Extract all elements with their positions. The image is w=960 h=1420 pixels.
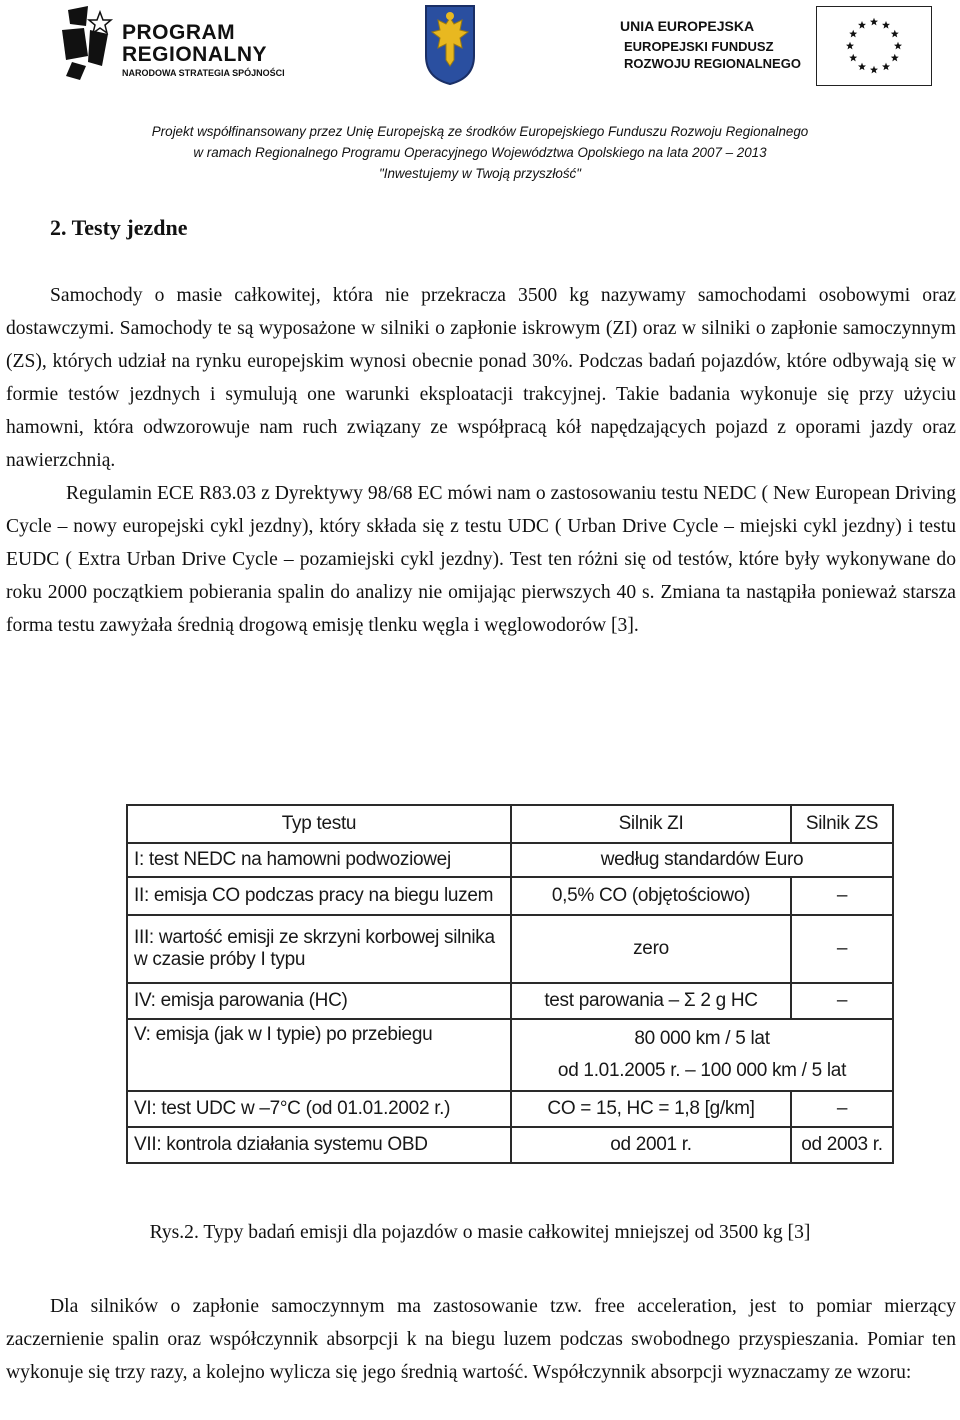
project-line-2: w ramach Regionalnego Programu Operacyjnego Województwa Opolskiego na lata 2007 – 2013 bbox=[193, 145, 767, 160]
eu-star-icon bbox=[849, 30, 857, 38]
paragraph-1: Samochody o masie całkowitej, która nie przekracza 3500 kg nazywamy samochodami osobowymi oraz dostawczymi. Samochody te są wyposażone w silniki o zapłonie iskrowym (ZI) oraz w silniki o zapłonie samoczynnym (ZS), których udział na rynku europejskim wynosi obecnie ponad 30%. Podczas badań pojazdów, które odbywają się w formie testów jezdnych i symulują one warunki eksploatacji trakcyjnej. Takie badania wykonuje się przy użyciu hamowni, która odwzorowuje nam ruch związany ze współpracą kół napędzających pojazd z oporami jazdy oraz nawierzchnią. bbox=[6, 285, 956, 471]
row-zs: od 2003 r. bbox=[791, 1127, 893, 1163]
eu-logo bbox=[620, 8, 940, 84]
eu-flag-icon bbox=[816, 6, 932, 86]
program-regionalny-mark-icon bbox=[58, 4, 118, 82]
row-test: II: emisja CO podczas pracy na biegu luzem bbox=[127, 877, 511, 915]
row-zi: CO = 15, HC = 1,8 [g/km] bbox=[511, 1091, 791, 1127]
paragraph-3: Dla silników o zapłonie samoczynnym ma zastosowanie tzw. free acceleration, jest to pomiar mierzący zaczernienie spalin oraz współczynnik absorpcji k na biegu luzem podczas swobodnego przyspieszania. Pomiar ten wykonuje się trzy razy, a kolejno wylicza się jego średnią wartość. Współczynnik absorpcji wyznaczamy ze wzoru: bbox=[6, 1296, 956, 1383]
eu-star-icon bbox=[858, 21, 866, 29]
row-zi-line1: 80 000 km / 5 lat bbox=[634, 1028, 770, 1049]
row-test: VII: kontrola działania systemu OBD bbox=[127, 1127, 511, 1163]
row-test: III: wartość emisji ze skrzyni korbowej silnika w czasie próby I typu bbox=[127, 915, 511, 983]
row-zs: – bbox=[791, 877, 893, 915]
eu-star-icon bbox=[882, 21, 890, 29]
eu-logo-line2: EUROPEJSKI FUNDUSZ bbox=[624, 39, 774, 54]
row-test: V: emisja (jak w I typie) po przebiegu bbox=[127, 1019, 511, 1091]
row-test: I: test NEDC na hamowni podwoziowej bbox=[127, 843, 511, 877]
row-zi: zero bbox=[511, 915, 791, 983]
paragraph-2: Regulamin ECE R83.03 z Dyrektywy 98/68 EC mówi nam o zastosowaniu testu NEDC ( New European Driving Cycle – nowy europejski cykl jezdny), który składa się z testu UDC ( Urban Drive Cycle – miejski cykl jezdny) i testu EUDC ( Extra Urban Drive Cycle – pozamiejski cykl jezdny). Test ten różni się od testów, które były wykonywane do roku 2000 początkiem pobierania spalin do analizy nie omijając pierwszych 40 s. Zmiana ta nastąpiła ponieważ starsza forma testu zawyżała średnią drogową emisję tlenku węgla i węglowodorów [3]. bbox=[6, 483, 956, 636]
program-logo-line2: REGIONALNY bbox=[122, 43, 268, 66]
row-test: VI: test UDC w –7°C (od 01.01.2002 r.) bbox=[127, 1091, 511, 1127]
emission-tests-table bbox=[126, 804, 894, 1164]
program-logo-line1: PROGRAM bbox=[122, 21, 236, 44]
row-span-value: według standardów Euro bbox=[511, 843, 893, 877]
table-row bbox=[127, 983, 893, 1019]
eu-star-icon bbox=[894, 42, 902, 50]
table-row bbox=[127, 1127, 893, 1163]
row-test: IV: emisja parowania (HC) bbox=[127, 983, 511, 1019]
program-logo-line3: NARODOWA STRATEGIA SPÓJNOŚCI bbox=[122, 68, 285, 78]
row-zi: test parowania – Σ 2 g HC bbox=[511, 983, 791, 1019]
row-zs: – bbox=[791, 915, 893, 983]
row-zi: 0,5% CO (objętościowo) bbox=[511, 877, 791, 915]
eu-star-icon bbox=[882, 63, 890, 71]
project-line-3: "Inwestujemy w Twoją przyszłość" bbox=[379, 166, 581, 181]
header-zi: Silnik ZI bbox=[511, 805, 791, 843]
eu-star-icon bbox=[846, 42, 854, 50]
table-header-row bbox=[127, 805, 893, 843]
row-zi-line2: od 1.01.2005 r. – 100 000 km / 5 lat bbox=[557, 1060, 847, 1081]
eu-star-icon bbox=[849, 54, 857, 62]
row-zi: od 2001 r. bbox=[511, 1127, 791, 1163]
program-regionalny-logo bbox=[58, 4, 288, 84]
section-title: 2. Testy jezdne bbox=[50, 215, 188, 240]
table-row bbox=[127, 1091, 893, 1127]
eu-star-icon bbox=[858, 63, 866, 71]
table-row bbox=[127, 843, 893, 877]
header-test-type: Typ testu bbox=[127, 805, 511, 843]
row-zs: – bbox=[791, 1091, 893, 1127]
eu-logo-line1: UNIA EUROPEJSKA bbox=[620, 18, 755, 34]
table-row bbox=[127, 877, 893, 915]
eu-logo-line3: ROZWOJU REGIONALNEGO bbox=[624, 56, 801, 71]
opole-eagle-crest-icon bbox=[424, 4, 476, 86]
row-zs: – bbox=[791, 983, 893, 1019]
eu-star-icon bbox=[870, 18, 878, 26]
header-zs: Silnik ZS bbox=[791, 805, 893, 843]
tail-text bbox=[6, 1290, 956, 1389]
figure-caption: Rys.2. Typy badań emisji dla pojazdów o masie całkowitej mniejszej od 3500 kg [3] bbox=[149, 1222, 811, 1243]
table-row bbox=[127, 915, 893, 983]
emission-tests-table-figure bbox=[126, 804, 892, 1210]
body-text bbox=[6, 279, 956, 642]
eu-star-icon bbox=[870, 66, 878, 74]
eu-star-icon bbox=[891, 30, 899, 38]
eu-star-icon bbox=[891, 54, 899, 62]
project-line-1: Projekt współfinansowany przez Unię Europejską ze środków Europejskiego Funduszu Rozwoju Regionalnego bbox=[151, 124, 809, 139]
row-zi-multiline bbox=[511, 1019, 893, 1091]
table-row bbox=[127, 1019, 893, 1091]
